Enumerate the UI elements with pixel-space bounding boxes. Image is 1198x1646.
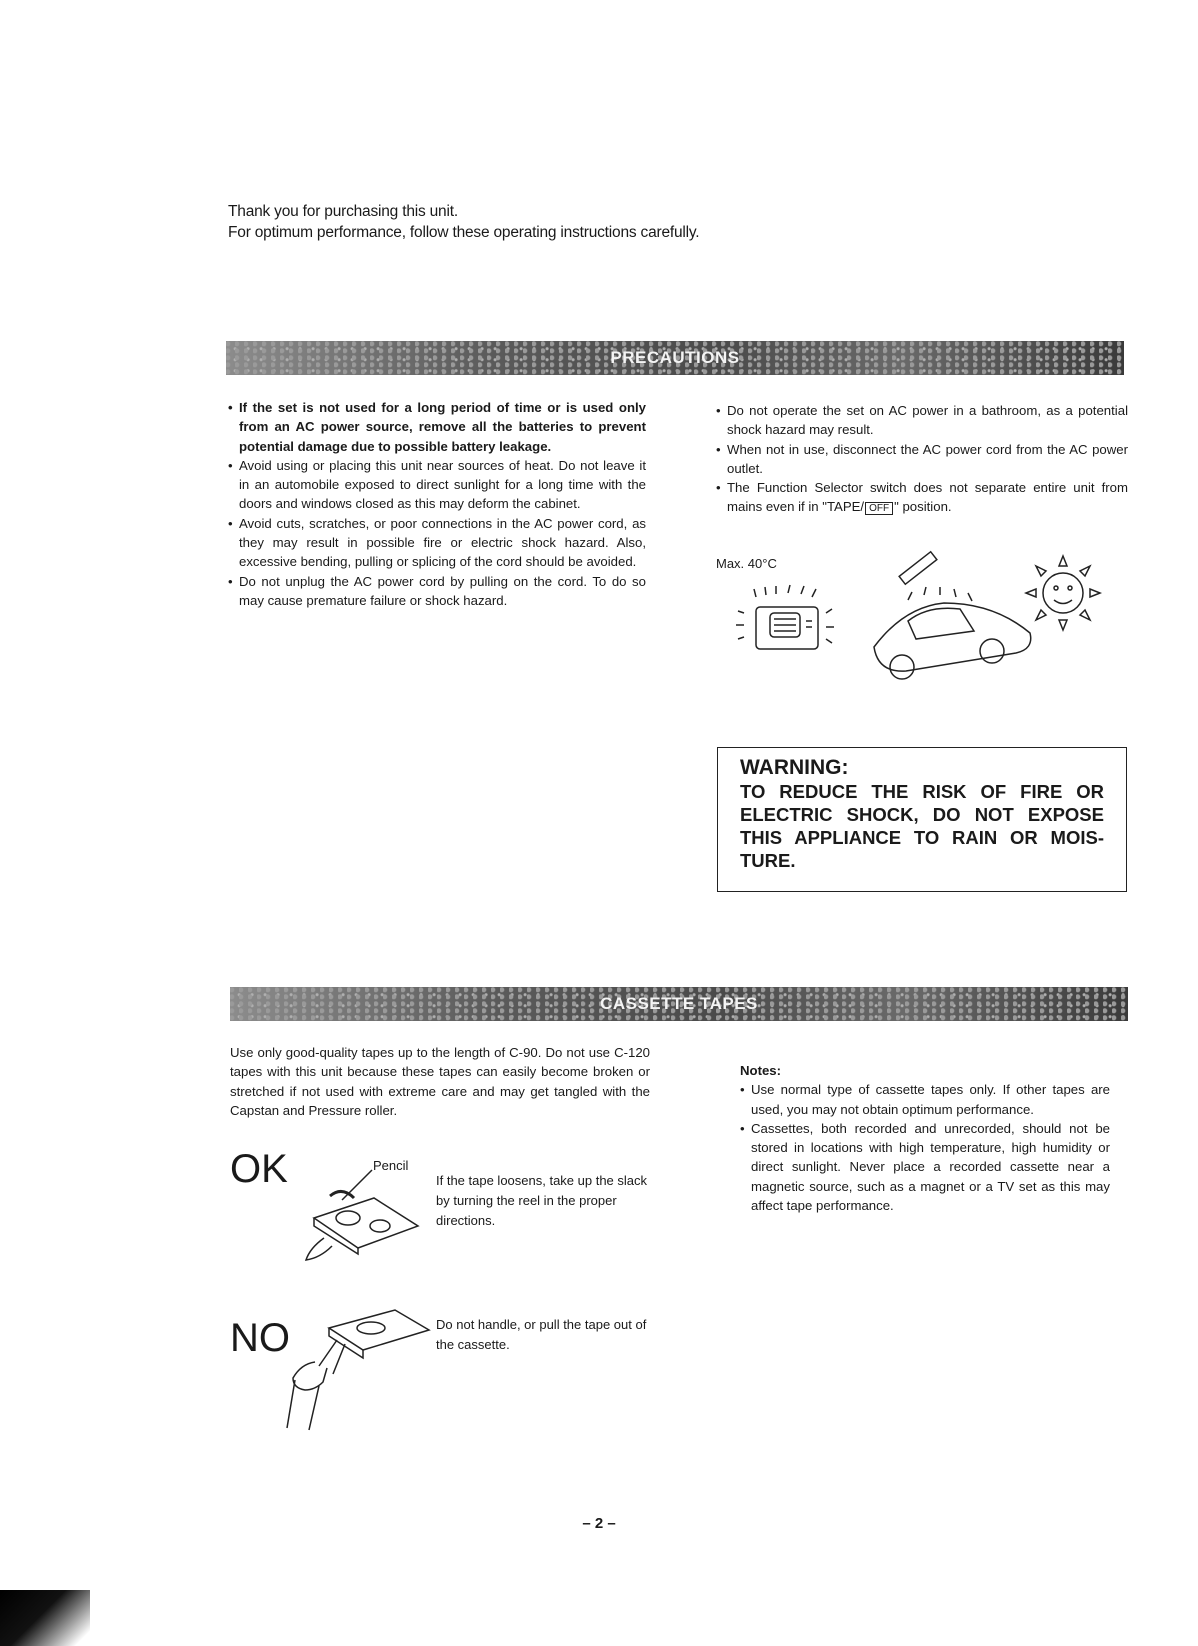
precaution-item-unplug: • Do not unplug the AC power cord by pulling on the cord. To do so may cause premature failure or shock hazard. [228,572,646,611]
car-in-sun-illustration [868,555,1028,685]
warning-title: WARNING: [740,756,849,779]
page-number: – 2 – [582,1515,616,1532]
radio-heat-illustration [746,585,866,660]
cassette-intro: Use only good-quality tapes up to the length of C-90. Do not use C-120 tapes with this unit because these tapes can easily become broken or stretched if not used with extreme care and may get tangled with the Capstan and Pressure roller. [230,1045,650,1118]
ok-text: If the tape loosens, take up the slack by turning the reel in the proper directions. [436,1173,648,1228]
warning-box [717,747,1127,892]
intro-line-1: Thank you for purchasing this unit. [228,203,458,220]
no-text: Do not handle, or pull the tape out of the cassette. [436,1317,647,1352]
precaution-item-selector [716,478,1128,519]
cassette-tapes-title: CASSETTE TAPES [600,994,758,1013]
max-temp-label: Max. 40°C [716,556,777,571]
sun-icon [1022,552,1104,634]
precaution-item-bathroom: • Do not operate the set on AC power in a bathroom, as a potential shock hazard may result. [716,401,1128,440]
selector-text-pre: The Function Selector switch does not separate entire unit from mains even if in "TAPE/ [727,480,1128,515]
intro-line-2: For optimum performance, follow these operating instructions carefully. [228,224,700,241]
note-item-storage: • Cassettes, both recorded and unrecorded, should not be stored in locations with high temperature, high humidity or direct sunlight. Never place a recorded cassette near a magnetic source, such as a magnet or a TV set as this may affect tape performance. [740,1119,1110,1215]
note-item-tape-type: • Use normal type of cassette tapes only. If other tapes are used, you may not obtain optimum performance. [740,1080,1110,1119]
cassette-tapes-banner [230,987,1128,1021]
precaution-item-batteries: • If the set is not used for a long period of time or is used only from an AC power source, remove all the batteries to prevent potential damage due to possible battery leakage. [228,398,646,456]
no-label: NO [230,1316,290,1360]
precaution-item-cord: • Avoid cuts, scratches, or poor connections in the AC power cord, as they may result in possible fire or electric shock hazard. Also, excessive bending, pulling or splicing of the cord should be avoided. [228,514,646,572]
selector-text-post: " position. [894,499,952,515]
scan-shadow [0,1590,90,1646]
pencil-label: Pencil [373,1158,409,1173]
precautions-title: PRECAUTIONS [610,348,740,367]
precautions-left-column [228,398,646,610]
cassette-hand-illustration [275,1300,435,1430]
notes-title: Notes: [740,1063,782,1078]
warning-body: TO REDUCE THE RISK OF FIRE OR ELECTRIC SHOCK, DO NOT EXPOSE THIS APPLIANCE TO RAIN OR MOIS- TURE. [740,781,1104,871]
notes [740,1061,1110,1215]
precaution-item-disconnect: • When not in use, disconnect the AC power cord from the AC power outlet. [716,440,1128,479]
ok-label: OK [230,1147,288,1191]
intro [228,201,699,243]
off-key-label: OFF [865,502,893,515]
precaution-item-heat: • Avoid using or placing this unit near sources of heat. Do not leave it in an automobile exposed to direct sunlight for a long time with the doors and windows closed as this may deform the cabinet. [228,456,646,514]
precautions-right-column [716,401,1128,519]
cassette-pencil-illustration [300,1168,425,1263]
precautions-banner [226,341,1124,375]
